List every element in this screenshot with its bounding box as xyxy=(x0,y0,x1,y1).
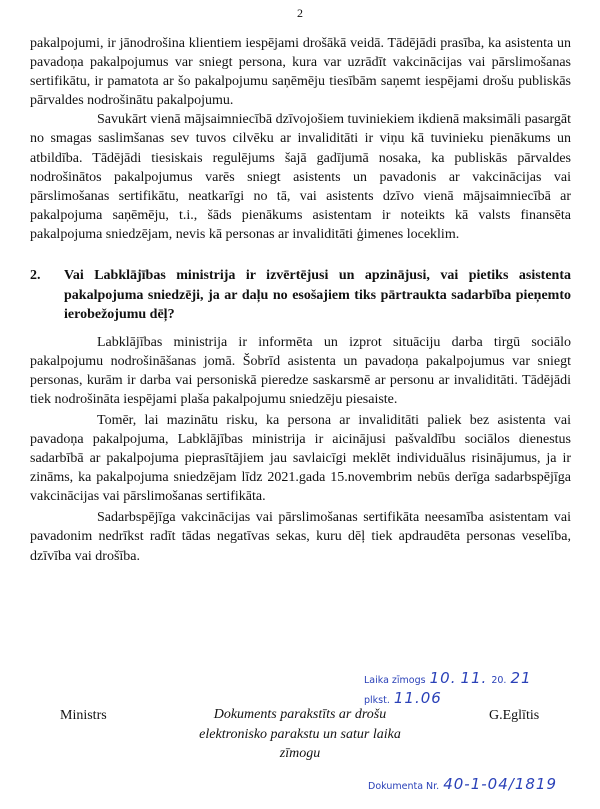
paragraph-household: Savukārt vienā mājsaimniecībā dzīvojošiem tuviniekiem ikdienā maksimāli pasargāt no smagas saslimšanas sev tuvos cilvēku ar invaliditāti ir viņu kā tuvinieku pienākums un atbildība. Tādējādi tiesiskais regulējums šajā gadījumā nosaka, ka publiskās pārvaldes nodrošinātos pakalpojumus varēs sniegt asistents un pavadonis ar vakcinācijas vai pārslimošanas sertifikātu, neatkarīgi no tā, vai asistents dzīvo vienā mājsaimniecībā ar pakalpojuma saņēmēju, t.i., šāds pienākums asistentam ir noteikts kā valsts finansēta pakalpojuma sniedzējam, nevis kā personas ar invaliditāti ģimenes loceklim. xyxy=(30,112,571,242)
signer-name: G.Eglītis xyxy=(489,708,540,723)
question-heading xyxy=(30,266,571,325)
time-stamp-plkst-label: plkst. xyxy=(364,695,390,706)
time-stamp xyxy=(364,669,532,707)
signer-title: Ministrs xyxy=(60,708,107,723)
paragraph-answer-3: Sadarbspējīga vakcinācijas vai pārslimošanas sertifikāta neesamība asistentam vai pavadonim nedrīkst radīt tādas negatīvas sekas, kuru dēļ tiek apdraudēta personas veselība, dzīvība vai drošība. xyxy=(30,510,571,564)
question-text: Vai Labklājības ministrija ir izvērtējusi un apzinājusi, vai pietiks asistenta pakalpojuma sniedzēji, ja ar daļu no esošajiem tiks pārtraukta sadarbība pieņemto ierobežojumu dēļ? xyxy=(64,268,571,323)
time-stamp-year: 21 xyxy=(510,669,532,687)
paragraph-continuation: pakalpojumi, ir jānodrošina klientiem iespējami drošākā veidā. Tādējādi prasība, ka asistenta un pavadoņa pakalpojumus var sniegt persona, kura var uzrādīt vakcinācijas vai pārslimošanas sertifikātu, ir pamatota ar šo pakalpojumu saņēmēju tiesībām saņemt iespējami drošu publiskās pārvaldes nodrošinātu pakalpojumu. xyxy=(30,36,571,109)
paragraph-answer-2: Tomēr, lai mazinātu risku, ka persona ar invaliditāti paliek bez asistenta vai pavadoņa pakalpojuma, Labklājības ministrija ir aicinājusi pašvaldību sociālos dienestus sadarbībā ar pakalpojuma pieprasītājiem jau savlaicīgi meklēt individuālus risinājumus, ja ir zināms, ka pakalpojuma sniedzējam līdz 2021.gada 15.novembrim nebūs derīga sadarbspējīga vakcinācijas vai pārslimošanas sertifikāta. xyxy=(30,412,571,505)
document-number-value: 40-1-04/1819 xyxy=(443,775,557,793)
page-number: 2 xyxy=(297,6,303,20)
question-number: 2. xyxy=(30,268,41,284)
document-number-label: Dokumenta Nr. xyxy=(368,781,440,792)
time-stamp-month: 11. xyxy=(460,669,488,687)
time-stamp-day: 10. xyxy=(429,669,457,687)
time-stamp-time: 11.06 xyxy=(393,689,442,707)
e-signature-note: Dokuments parakstīts ar drošu elektronisko parakstu un satur laika zīmogu xyxy=(199,707,401,761)
document-number-stamp xyxy=(368,775,557,793)
time-stamp-label: Laika zīmogs xyxy=(364,675,426,686)
paragraph-answer-1: Labklājības ministrija ir informēta un izprot situāciju darba tirgū sociālo pakalpojumu nodrošināšanas jomā. Šobrīd asistenta un pavadoņa pakalpojumus var sniegt personas, kurām ir darba vai personiskā pieredze saskarsmē ar personu ar invaliditāti. Tādējādi tiek nodrošināta iespējami plaša pakalpojumu sniedzēju piesaiste. xyxy=(30,334,571,407)
time-stamp-year-prefix: 20. xyxy=(491,675,507,686)
document-body xyxy=(30,34,571,566)
